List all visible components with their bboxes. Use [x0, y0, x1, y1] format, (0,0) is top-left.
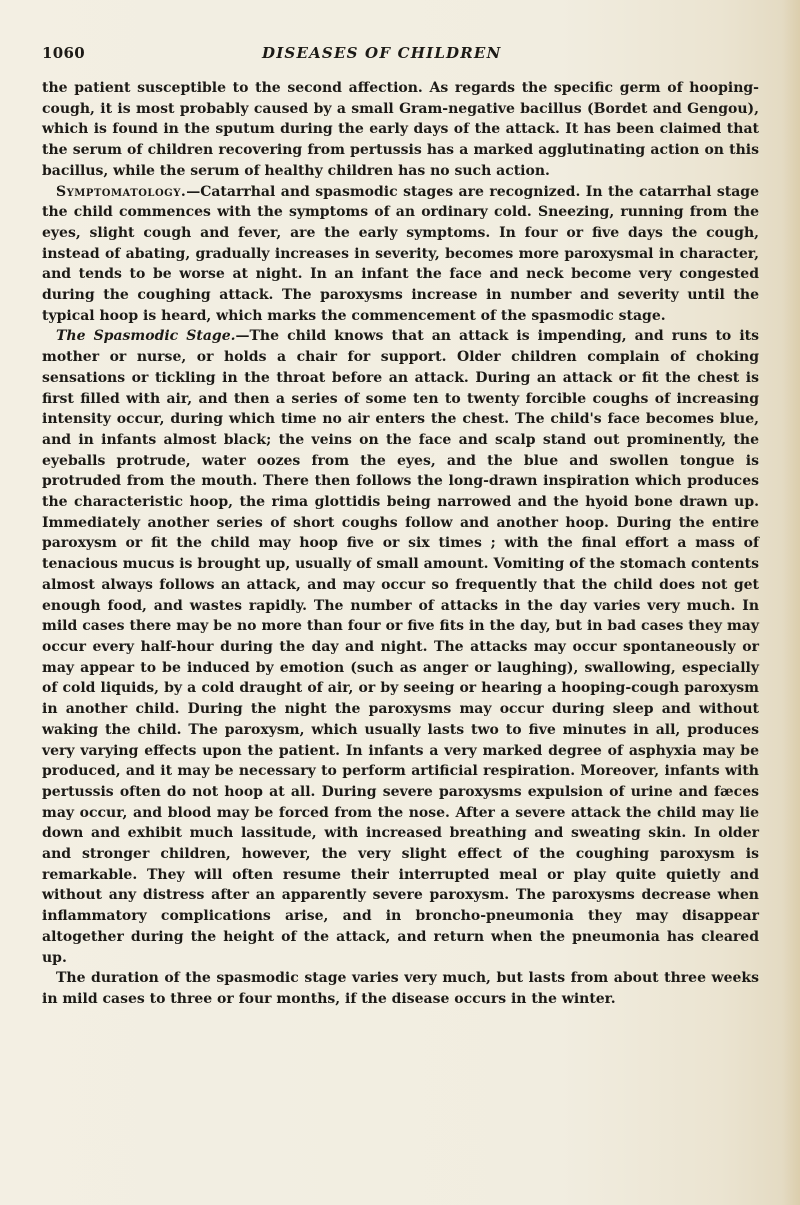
paragraph-text: —Catarrhal and spasmodic stages are recognized. In the catarrhal stage the child commences with the symptoms of an ordinary cold. Sneezing, running from the eyes, slight cough and fever, are the early symptoms. In four or five days the cough, instead of abating, gradually increases in severity, becomes more paroxysmal in character, and tends to be worse at night. In an infant the face and neck become very congested during the coughing attack. The paroxysms increase in number and severity until the typical hoop is heard, which marks the commencement of the spasmodic stage. [42, 183, 759, 324]
paragraph-text: —The child knows that an attack is impending, and runs to its mother or nurse, or holds a chair for support. Older children complain of choking sensations or tickling in the throat before an attack. During an attack or fit the chest is first filled with air, and then a series of some ten to twenty forcible coughs of increasing intensity occur, during which time no air enters the chest. The child's face becomes blue, and in infants almost black; the veins on the face and scalp stand out prominently, the eyeballs protrude, water oozes from the eyes, and the blue and swollen tongue is protruded from the mouth. There then follows the long-drawn inspiration which produces the characteristic hoop, the rima glottidis being narrowed and the hyoid bone drawn up. Immediately another series of short coughs follow and another hoop. During the entire paroxysm or fit the child may hoop five or six times ; with the final effort a mass of tenacious mucus is brought up, usually of small amount. Vomiting of the stomach contents almost always follows an attack, and may occur so frequently that the child does not get enough food, and wastes rapidly. The number of attacks in the day varies very much. In mild cases there may be no more than four or five fits in the day, but in bad cases they may occur every half-hour during the day and night. The attacks may occur spontaneously or may appear to be induced by emotion (such as anger or laughing), swallowing, especially of cold liquids, by a cold draught of air, or by seeing or hearing a hooping-cough paroxysm in another child. During the night the paroxysms may occur during sleep and without waking the child. The paroxysm, which usually lasts two to five minutes in all, produces very varying effects upon the patient. In infants a very marked degree of asphyxia may be produced, and it may be necessary to perform artificial respiration. Moreover, infants with pertussis often do not hoop at all. During severe paroxysms expulsion of urine and fæces may occur, and blood may be forced from the nose. After a severe attack the child may lie down and exhibit much lassitude, with increased breathing and sweating skin. In older and stronger children, however, the very slight effect of the coughing paroxysm is remarkable. They will often resume their interrupted meal or play quite quietly and without any distress after an apparently severe paroxysm. The paroxysms decrease when inflammatory complications arise, and in broncho-pneumonia they may disappear altogether during the height of the attack, and return when the pneumonia has cleared up. [42, 328, 760, 966]
paragraph-text: the patient susceptible to the second affection. As regards the specific germ of hooping-cough, it is most probably caused by a small Gram-negative bacillus (Bordet and Gengou), which is found in the sputum during the early days of the attack. It has been claimed that the serum of children recovering from pertussis has a marked agglutinating action on this bacillus, while the serum of healthy children has no such action. [42, 80, 759, 179]
paragraph-symptomatology [42, 182, 759, 327]
section-heading-spasmodic-stage: The Spasmodic Stage. [56, 328, 236, 345]
paragraph-text: The duration of the spasmodic stage varies very much, but lasts from about three weeks in mild cases to three or four months, if the disease occurs in the winter. [42, 970, 759, 1007]
body-text [42, 78, 759, 1010]
paragraph-etiology [42, 78, 759, 182]
running-head: DISEASES OF CHILDREN [262, 44, 502, 62]
page-edge-shadow [782, 0, 800, 1205]
page-header [42, 44, 762, 66]
paragraph-duration [42, 968, 759, 1009]
paragraph-spasmodic-stage [42, 326, 759, 968]
page-number: 1060 [42, 44, 85, 62]
section-heading-symptomatology: Symptomatology. [56, 183, 187, 200]
